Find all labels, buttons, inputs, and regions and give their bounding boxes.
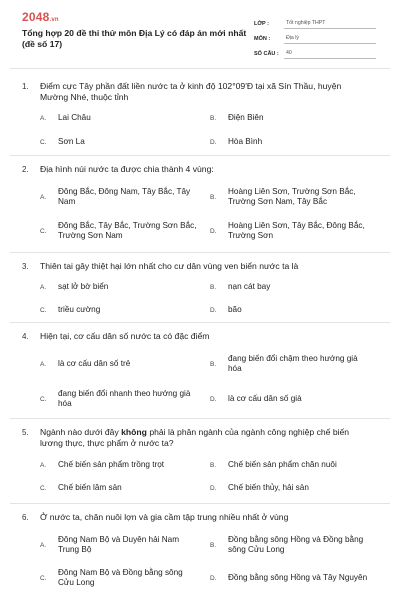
question-divider <box>10 322 390 323</box>
answer-option-b[interactable] <box>210 282 370 293</box>
meta-label: LỚP : <box>254 21 269 27</box>
option-text: sạt lở bờ biển <box>58 282 109 291</box>
option-text: Hòa Bình <box>228 137 263 146</box>
logo-suffix: .vn <box>49 17 59 23</box>
option-letter: D. <box>210 395 217 403</box>
answer-option-d[interactable] <box>210 566 376 590</box>
meta-value: Tốt nghiệp THPT <box>284 20 376 29</box>
option-letter: B. <box>210 283 217 291</box>
option-letter: D. <box>210 306 217 314</box>
option-letter: C. <box>40 484 47 492</box>
option-text: Chế biến lâm sản <box>58 483 122 492</box>
option-text: Sơn La <box>58 137 85 146</box>
question-number: 6. <box>22 513 29 522</box>
answer-option-c[interactable] <box>40 483 210 494</box>
question-divider <box>10 252 390 253</box>
option-letter: D. <box>210 484 217 492</box>
option-text: nạn cát bay <box>228 282 271 291</box>
question-divider <box>10 418 390 419</box>
question-number: 1. <box>22 82 29 91</box>
option-text: bão <box>228 305 242 314</box>
option-text: Hoàng Liên Sơn, Trường Sơn Bắc, Trường Sơn Nam, Tây Bắc <box>228 186 356 206</box>
answer-option-a[interactable] <box>40 282 200 293</box>
question-text: Địa hình núi nước ta được chia thành 4 vùng: <box>40 164 214 174</box>
option-letter: B. <box>210 541 217 549</box>
answer-option-d[interactable] <box>210 137 370 148</box>
question-text-start: Ngành nào dưới đây <box>40 427 122 437</box>
question-divider <box>10 155 390 156</box>
answer-option-c[interactable] <box>40 566 200 590</box>
answer-option-b[interactable] <box>210 460 380 471</box>
option-letter: A. <box>40 114 47 122</box>
option-text: Chế biến sản phẩm chăn nuôi <box>228 460 337 469</box>
option-text: là cơ cấu dân số già <box>228 393 302 403</box>
option-letter: B. <box>210 461 217 469</box>
answer-option-b[interactable] <box>210 113 370 124</box>
question-text: Điểm cực Tây phần đất liền nước ta ở kinh độ 102°09'Đ tại xã Sín Thầu, huyện Mường Nhé, thuộc tỉnh <box>40 81 342 102</box>
option-letter: B. <box>210 114 217 122</box>
question-number: 4. <box>22 332 29 341</box>
meta-row-class <box>254 14 376 29</box>
option-text: đang biến đổi chậm theo hướng già hóa <box>228 353 358 373</box>
option-letter: A. <box>40 541 47 549</box>
option-letter: D. <box>210 574 217 582</box>
option-text: đang biến đổi nhanh theo hướng già hóa <box>58 388 191 408</box>
question-text: Ở nước ta, chăn nuôi lợn và gia cầm tập trung nhiều nhất ở vùng <box>40 512 289 522</box>
question-text <box>40 427 370 449</box>
option-letter: A. <box>40 193 47 201</box>
document-header <box>0 0 400 62</box>
question-text-end: phải là phân ngành của ngành công nghiệp chế biến lương thực, thực phẩm ở nước ta? <box>40 427 350 448</box>
option-text: Chế biến thủy, hải sản <box>228 483 309 492</box>
option-letter: B. <box>210 360 217 368</box>
option-letter: A. <box>40 461 47 469</box>
question-number: 5. <box>22 428 29 437</box>
meta-label: SỐ CÂU : <box>254 51 279 57</box>
meta-row-subject <box>254 29 376 44</box>
option-letter: C. <box>40 306 47 314</box>
answer-option-c[interactable] <box>40 219 200 243</box>
answer-option-b[interactable] <box>210 533 376 557</box>
answer-option-c[interactable] <box>40 305 200 316</box>
meta-row-count <box>254 44 376 59</box>
option-letter: C. <box>40 138 47 146</box>
option-text: Đông Bắc, Đông Nam, Tây Bắc, Tây Nam <box>58 186 191 206</box>
answer-option-c[interactable] <box>40 137 200 148</box>
question-text: Thiên tai gây thiệt hại lớn nhất cho cư dân vùng ven biển nước ta là <box>40 261 299 271</box>
answer-option-b[interactable] <box>210 352 376 376</box>
option-text: Đồng bằng sông Hồng và Đồng bằng sông Cửu Long <box>228 534 364 554</box>
site-logo[interactable] <box>22 10 59 24</box>
answer-option-d[interactable] <box>210 219 376 243</box>
meta-value: Địa lý <box>284 35 376 44</box>
answer-option-b[interactable] <box>210 185 376 209</box>
option-text: Đông Nam Bộ và Đồng bằng sông Cửu Long <box>58 567 183 587</box>
answer-option-a[interactable] <box>40 460 210 471</box>
option-letter: C. <box>40 227 47 235</box>
meta-value: 40 <box>284 50 376 59</box>
meta-table <box>254 14 376 59</box>
question-number: 3. <box>22 262 29 271</box>
option-letter: C. <box>40 395 47 403</box>
logo-main: 2048 <box>22 10 50 24</box>
answer-option-d[interactable] <box>210 305 370 316</box>
option-text: Đông Bắc, Tây Bắc, Trường Sơn Bắc, Trường Sơn Nam <box>58 220 197 240</box>
answer-option-d[interactable] <box>210 387 376 411</box>
option-letter: A. <box>40 283 47 291</box>
option-text: Chế biến sản phẩm trồng trọt <box>58 460 165 469</box>
option-text: Điện Biên <box>228 113 264 122</box>
option-text: triều cường <box>58 305 101 314</box>
option-text: là cơ cấu dân số trẻ <box>58 358 131 368</box>
answer-option-a[interactable] <box>40 533 200 557</box>
option-text: Lai Châu <box>58 113 91 122</box>
answer-option-a[interactable] <box>40 352 200 376</box>
document-title: Tổng hợp 20 đề thi thử môn Địa Lý có đáp án mới nhất (đề số 17) <box>22 28 247 49</box>
option-letter: D. <box>210 227 217 235</box>
question-divider <box>10 503 390 504</box>
answer-option-d[interactable] <box>210 483 380 494</box>
question-divider <box>10 68 390 69</box>
option-letter: C. <box>40 574 47 582</box>
option-text: Đồng bằng sông Hồng và Tây Nguyên <box>228 572 368 582</box>
answer-option-a[interactable] <box>40 113 200 124</box>
meta-label: MÔN : <box>254 36 271 42</box>
option-text: Đông Nam Bộ và Duyên hải Nam Trung Bộ <box>58 534 180 554</box>
option-letter: D. <box>210 138 217 146</box>
question-emphasis: không <box>121 427 147 437</box>
option-letter: A. <box>40 360 47 368</box>
option-text: Hoàng Liên Sơn, Tây Bắc, Đông Bắc, Trường Sơn <box>228 220 365 240</box>
question-text: Hiện tại, cơ cấu dân số nước ta có đặc điểm <box>40 331 210 341</box>
question-number: 2. <box>22 165 29 174</box>
answer-option-c[interactable] <box>40 387 200 411</box>
option-letter: B. <box>210 193 217 201</box>
answer-option-a[interactable] <box>40 185 200 209</box>
